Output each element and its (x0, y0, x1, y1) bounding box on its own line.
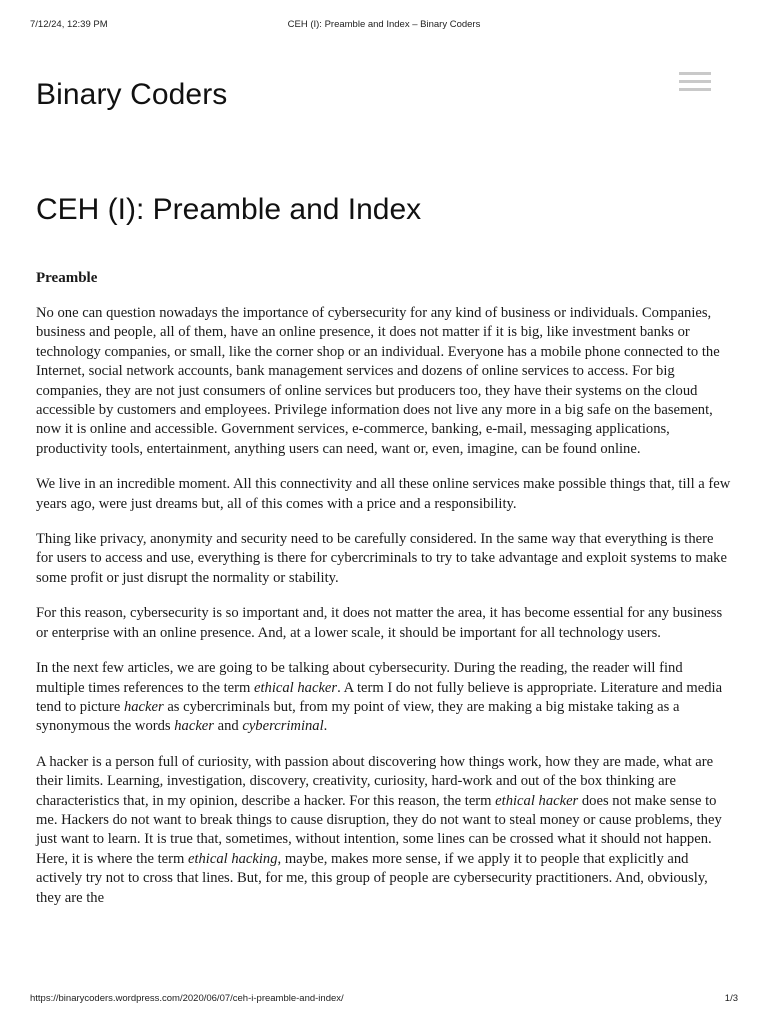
emphasis-term: ethical hacker (254, 679, 338, 696)
paragraph (36, 659, 734, 737)
print-url: https://binarycoders.wordpress.com/2020/06/07/ceh-i-preamble-and-index/ (30, 993, 344, 1004)
site-title-link[interactable]: Binary Coders (36, 78, 228, 111)
paragraph: Thing like privacy, anonymity and security need to be carefully considered. In the same way that everything is there for users to access and use, everything is there for cybercriminals to try to take advantage and exploit systems to make some profit or just disrupt the normality or stability. (36, 531, 727, 586)
text-run: does not make sense to me. Hackers do not want to break things to cause disruption, they do not want to steal money or cause problems, they just want to learn. It is true that, sometimes, without intention, some lines can be crossed what it should not happen. Here, it is where the term (36, 792, 722, 867)
text-run: A hacker is a person full of curiosity, with passion about discovering how things work, how they are made, what are their limits. Learning, investigation, discovery, creativity, curiosity, hard-work and out of the box thinking are characteristics that, in my opinion, describe a hacker. For this reason, the term (36, 753, 714, 809)
emphasis-term: ethical hacker (495, 792, 579, 809)
emphasis-term: cybercriminal (242, 718, 324, 735)
text-run: In the next few articles, we are going to be talking about cybersecurity. During the reading, the reader will find multiple times references to the term (36, 660, 683, 696)
post-title: CEH (I): Preamble and Index (36, 193, 422, 226)
print-header (30, 19, 738, 33)
paragraph: We live in an incredible moment. All this connectivity and all these online services make possible things that, till a few years ago, were just dreams but, all of this comes with a price and a responsibility. (36, 476, 731, 512)
paragraph: For this reason, cybersecurity is so important and, it does not matter the area, it has become essential for any business or enterprise with an online presence. And, at a lower scale, it should be important for all technology users. (36, 605, 723, 641)
page-number: 1/3 (724, 993, 738, 1004)
text-run: as cybercriminals but, from my point of view, they are making a big mistake taking as a synonymous the words (36, 698, 680, 735)
post-content (36, 268, 734, 924)
print-footer (30, 993, 738, 1007)
emphasis-term: hacker (123, 698, 164, 715)
paragraph: No one can question nowadays the importance of cybersecurity for any kind of business or individuals. Companies, business and people, all of them, have an online presence, it does not matter if it is big, like investment banks or technology companies, or small, like the corner shop or an individual. Everyone has a mobile phone connected to the Internet, social network accounts, bank management services and dozens of online services to access. For big companies, they are not just consumers of online services but producers too, they have their systems on the cloud accessible by customers and employees. Privilege information does not live any more in a big safe on the basement, now it is online and accessible. Government services, e-commerce, banking, e-mail, messaging applications, productivity tools, entertainment, anything users can need, want or, even, imagine, can be found online. (36, 305, 720, 457)
menu-bar (679, 88, 711, 91)
text-run: . A term I do not fully believe is appropriate. Literature and media tend to picture (36, 679, 723, 715)
text-run: and (213, 718, 243, 735)
hamburger-menu-icon[interactable] (679, 70, 711, 94)
print-datetime: 7/12/24, 12:39 PM (30, 19, 108, 30)
paragraph (36, 753, 734, 908)
emphasis-term: hacker (174, 718, 214, 735)
print-document-title: CEH (I): Preamble and Index – Binary Coders (287, 19, 481, 30)
text-run: , maybe, makes more sense, if we apply it to people that explicitly and actively try not to cross that lines. But, for me, this group of people are cybersecurity practitioners. And, obviously, they are the (36, 850, 708, 906)
menu-bar (679, 80, 711, 83)
emphasis-term: ethical hacking (187, 850, 278, 867)
text-run: . (323, 718, 328, 735)
menu-bar (679, 72, 711, 75)
section-heading: Preamble (36, 270, 98, 286)
